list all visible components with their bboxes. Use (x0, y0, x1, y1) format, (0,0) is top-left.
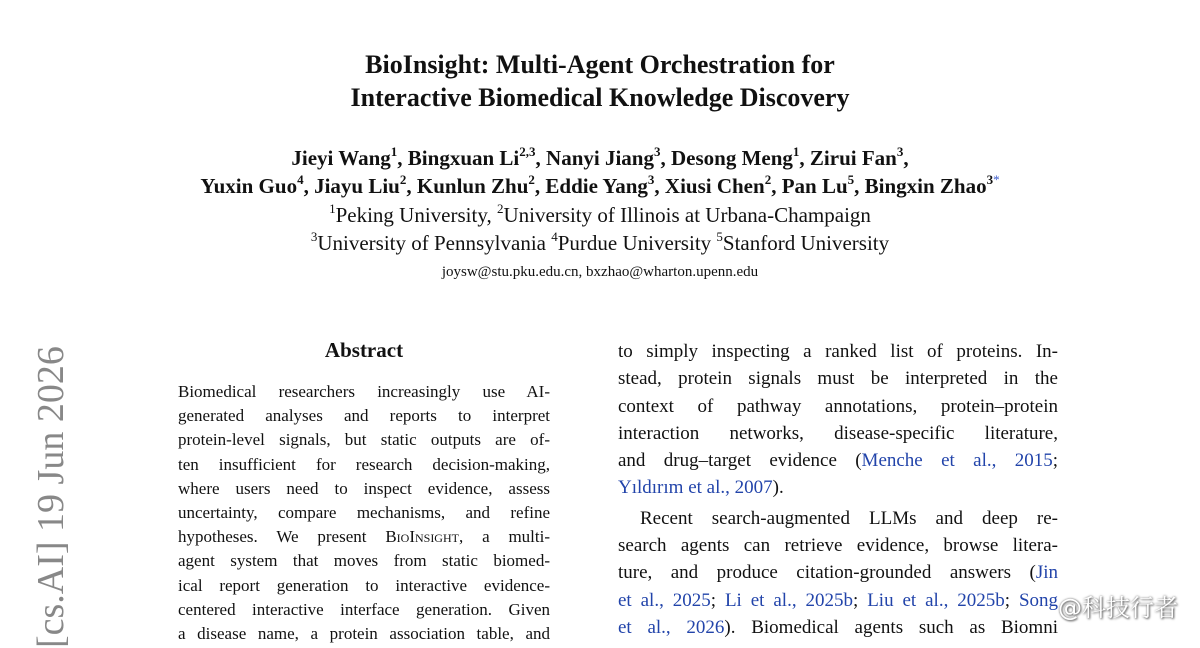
body-text: search agents can retrieve evidence, browse litera- (618, 535, 1058, 557)
abstract-line: centered interactive interface generation. Given (178, 599, 550, 619)
citation-link: Song (1018, 589, 1059, 611)
author-name: Eddie Yang (545, 174, 648, 198)
author-list (0, 144, 1200, 200)
paper-title (0, 48, 1200, 114)
author-name: Jiayu Liu (314, 174, 400, 198)
author-separator: , (771, 174, 782, 198)
author-affil-mark: 2,3 (519, 144, 536, 159)
body-text: ; (853, 589, 868, 611)
body-text: ture, and produce citation-grounded answers ( (618, 562, 1036, 584)
body-text: ; (1004, 589, 1019, 611)
author-name: Nanyi Jiang (546, 146, 654, 170)
abstract-line: protein-level signals, but static outputs are of- (178, 430, 550, 450)
author-name: Bingxuan Li (407, 146, 520, 170)
body-line (618, 420, 1058, 447)
author-affil-mark: 3 (896, 144, 904, 159)
affiliations (0, 201, 1200, 257)
body-line (618, 559, 1058, 586)
citation-link: Liu et al., 2025b (867, 589, 1005, 611)
author-affil-mark: 4 (297, 172, 304, 187)
affiliation-mark: 4 (551, 229, 558, 244)
affiliation-name: Peking University, (335, 203, 497, 227)
affiliation-line-1 (0, 201, 1200, 229)
affiliation-name: Stanford University (722, 231, 890, 255)
affiliation-mark: 2 (496, 201, 504, 216)
author-separator: , (397, 146, 408, 170)
author-line-2 (0, 172, 1200, 200)
body-text: Recent search-augmented LLMs and deep re- (640, 507, 1058, 529)
arxiv-side-stamp: [cs.AI] 19 Jun 2026 (30, 346, 72, 648)
affiliation-mark: 1 (329, 201, 336, 216)
body-text: stead, protein signals must be interpreted in the (618, 368, 1058, 390)
citation-link: et al., 2025 (618, 589, 711, 611)
citation-link: et al., 2026 (618, 616, 725, 638)
author-separator: , (903, 146, 909, 170)
intro-column (618, 338, 1058, 641)
author-affil-mark: 1 (390, 144, 398, 159)
citation-link: Jin (1035, 562, 1058, 584)
body-text: ; (1052, 450, 1058, 472)
author-name: Desong Meng (670, 146, 793, 170)
author-affil-mark: 5 (847, 172, 855, 187)
abstract-line: Biomedical researchers increasingly use AI- (178, 382, 550, 401)
body-line (618, 614, 1058, 641)
author-name: Yuxin Guo (200, 174, 298, 198)
body-line (618, 532, 1058, 559)
body-line (618, 505, 1058, 532)
abstract-line: generated analyses and reports to interpret (178, 406, 550, 426)
body-line (618, 338, 1058, 365)
body-line (618, 447, 1058, 474)
body-text: ). (772, 477, 784, 499)
author-separator: , (535, 146, 547, 170)
author-separator: , (799, 146, 810, 170)
body-line (618, 393, 1058, 420)
abstract-line: where users need to inspect evidence, assess (178, 478, 550, 498)
body-text: interaction networks, disease-specific literature, (618, 422, 1058, 444)
title-line-1: BioInsight: Multi-Agent Orchestration for (365, 50, 835, 79)
body-text: ; (710, 589, 725, 611)
author-affil-mark: 3 (647, 172, 655, 187)
citation-link: Menche et al., 2015 (861, 450, 1053, 472)
abstract-line: uncertainty, compare mechanisms, and refine (178, 503, 550, 523)
contact-email: joysw@stu.pku.edu.cn, bxzhao@wharton.upenn.edu (441, 264, 759, 280)
affiliation-mark: 3 (310, 229, 318, 244)
body-text: context of pathway annotations, protein–protein (618, 395, 1058, 417)
author-affil-mark: 3 (986, 172, 994, 187)
abstract-line: ten insufficient for research decision-making, (178, 454, 550, 474)
author-separator: , (406, 174, 417, 198)
author-separator: , (654, 174, 665, 198)
abstract-line: a disease name, a protein association table, and (178, 624, 550, 644)
author-separator: , (303, 174, 315, 198)
author-name: Kunlun Zhu (416, 174, 529, 198)
body-line (618, 474, 1058, 501)
author-name: Pan Lu (781, 174, 848, 198)
author-affil-mark: 3 (653, 144, 661, 159)
body-text: and drug–target evidence ( (618, 450, 862, 472)
author-name: Jieyi Wang (291, 146, 391, 170)
corresponding-mark: * (993, 172, 1000, 187)
affiliation-mark: 5 (716, 229, 723, 244)
author-separator: , (854, 174, 865, 198)
affiliation-name: Purdue University (557, 231, 717, 255)
body-text: to simply inspecting a ranked list of proteins. In- (618, 341, 1058, 362)
watermark: @科技行者 (1058, 594, 1178, 622)
author-separator: , (534, 174, 546, 198)
affiliation-line-2 (0, 229, 1200, 257)
abstract-line: agent system that moves from static biomed- (178, 551, 550, 571)
body-line (618, 365, 1058, 392)
affiliation-name: University of Illinois at Urbana-Champaign (503, 203, 871, 227)
abstract-heading: Abstract (324, 338, 404, 362)
author-affil-mark: 2 (528, 172, 535, 187)
abstract-line: hypotheses. We present BioInsight, a multi- (178, 527, 550, 547)
author-line-1 (0, 144, 1200, 172)
author-name: Bingxin Zhao (864, 174, 987, 198)
citation-link: Yıldırım et al., 2007 (618, 477, 773, 499)
author-affil-mark: 2 (399, 172, 407, 187)
author-name: Xiusi Chen (664, 174, 765, 198)
abstract-line: ical report generation to interactive evidence- (178, 575, 550, 595)
author-separator: , (660, 146, 671, 170)
author-name: Zirui Fan (809, 146, 897, 170)
author-affil-mark: 2 (764, 172, 772, 187)
abstract-body (178, 380, 550, 646)
body-line (618, 587, 1058, 614)
author-affil-mark: 1 (792, 144, 800, 159)
system-name: BioInsight (385, 527, 459, 547)
title-line-2: Interactive Biomedical Knowledge Discovery (350, 83, 850, 112)
body-text: ). Biomedical agents such as Biomni (724, 616, 1058, 638)
citation-link: Li et al., 2025b (724, 589, 853, 611)
affiliation-name: University of Pennsylvania (317, 231, 552, 255)
